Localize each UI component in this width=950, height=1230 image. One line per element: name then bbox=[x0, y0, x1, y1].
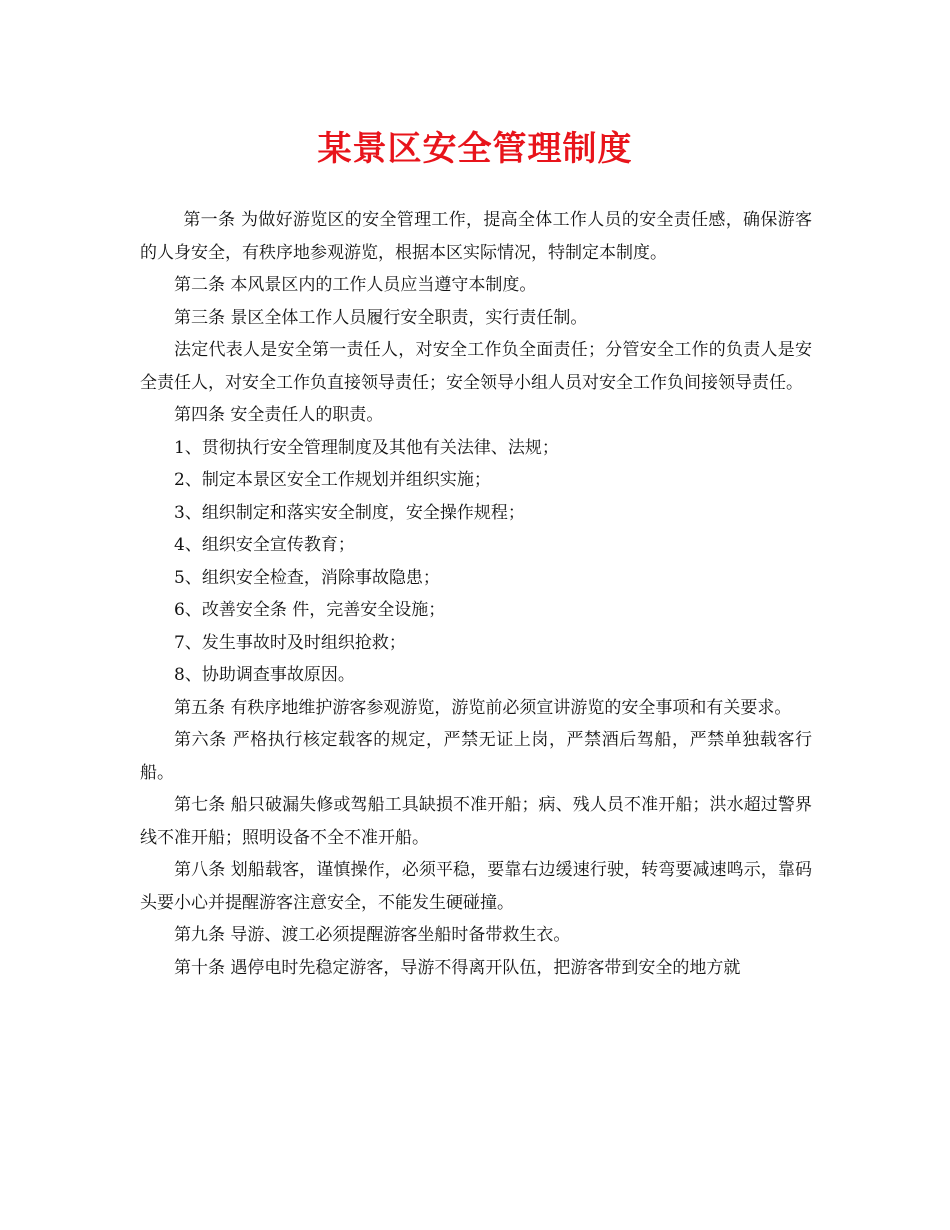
paragraph-article-1: 第一条 为做好游览区的安全管理工作，提高全体工作人员的安全责任感，确保游客的人身安全，有秩序地参观游览，根据本区实际情况，特制定本制度。 bbox=[140, 210, 812, 263]
paragraph-article-6: 第六条 严格执行核定载客的规定，严禁无证上岗，严禁酒后驾船，严禁单独载客行船。 bbox=[140, 730, 812, 783]
list-item-duty-1: 1、贯彻执行安全管理制度及其他有关法律、法规； bbox=[174, 437, 559, 458]
list-item-duty-8: 8、协助调查事故原因。 bbox=[174, 665, 355, 685]
paragraph-article-2: 第二条 本风景区内的工作人员应当遵守本制度。 bbox=[174, 275, 537, 295]
paragraph-article-5: 第五条 有秩序地维护游客参观游览，游览前必须宣讲游览的安全事项和有关要求。 bbox=[174, 697, 792, 718]
paragraph-article-9: 第九条 导游、渡工必须提醒游客坐船时备带救生衣。 bbox=[174, 925, 571, 945]
document-body bbox=[140, 204, 812, 984]
list-item-duty-6: 6、改善安全条 件，完善安全设施； bbox=[174, 600, 446, 620]
paragraph-article-8: 第八条 划船载客，谨慎操作，必须平稳，要靠右边缓速行驶，转弯要减速鸣示，靠码头要小心并提醒游客注意安全，不能发生硬碰撞。 bbox=[140, 860, 812, 913]
paragraph-article-3: 第三条 景区全体工作人员履行安全职责，实行责任制。 bbox=[174, 307, 588, 328]
paragraph-article-7: 第七条 船只破漏失修或驾船工具缺损不准开船；病、残人员不准开船；洪水超过警界线不准开船；照明设备不全不准开船。 bbox=[140, 795, 812, 848]
list-item-duty-4: 4、组织安全宣传教育； bbox=[174, 535, 355, 555]
list-item-duty-5: 5、组织安全检查，消除事故隐患； bbox=[174, 567, 440, 588]
paragraph-article-10: 第十条 遇停电时先稳定游客，导游不得离开队伍，把游客带到安全的地方就 bbox=[174, 957, 741, 978]
paragraph-article-4: 第四条 安全责任人的职责。 bbox=[174, 405, 384, 425]
document-title: 某景区安全管理制度 bbox=[317, 129, 633, 169]
list-item-duty-7: 7、发生事故时及时组织抢救； bbox=[174, 632, 406, 653]
list-item-duty-3: 3、组织制定和落实安全制度，安全操作规程； bbox=[174, 502, 525, 523]
list-item-duty-2: 2、制定本景区安全工作规划并组织实施； bbox=[174, 470, 491, 490]
paragraph-responsibility: 法定代表人是安全第一责任人，对安全工作负全面责任；分管安全工作的负责人是安全责任人，对安全工作负直接领导责任；安全领导小组人员对安全工作负间接领导责任。 bbox=[140, 340, 812, 393]
